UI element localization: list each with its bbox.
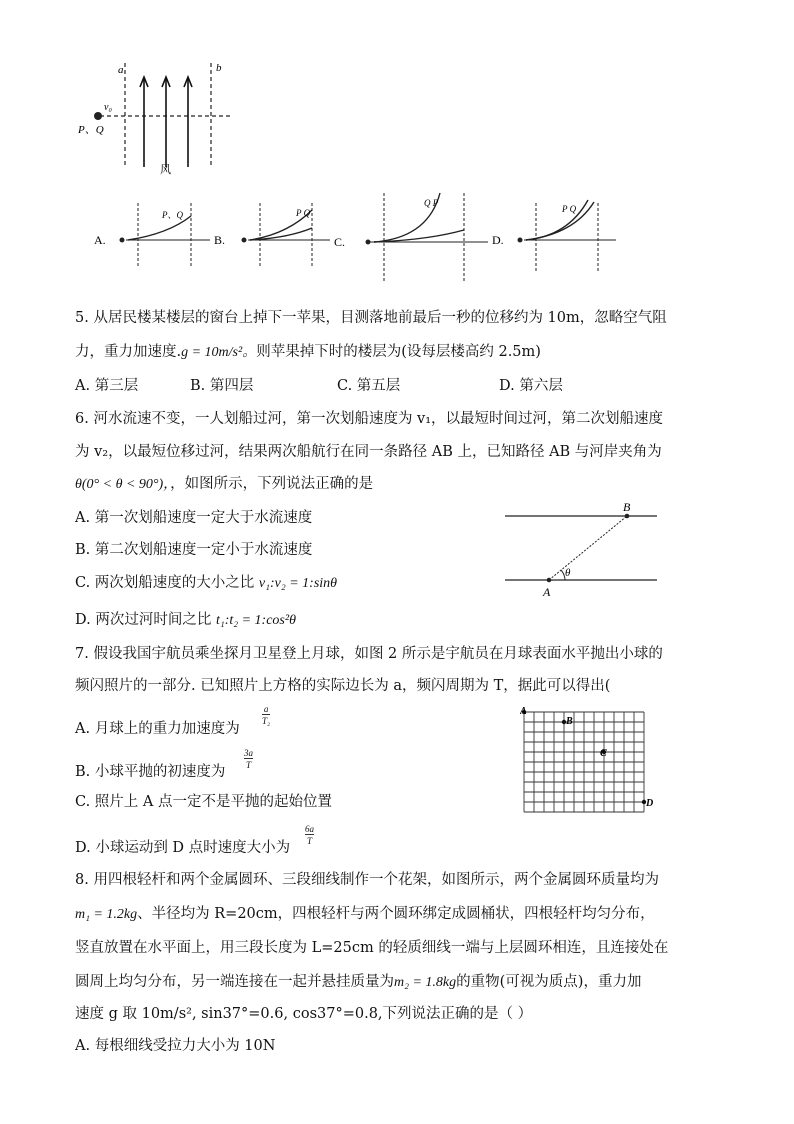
q8-stem-line2-text: 、半径均为 R=20cm，四根轻杆与两个圆环绑定成圆桶状，四根轻杆均匀分布， — [137, 906, 655, 922]
q8-stem-line5: 速度 g 取 10m/s², sin37°=0.6, cos37°=0.8,下列说法正确的是（ ） — [75, 1006, 533, 1022]
q6-stem-line3-text: ，如图所示，下列说法正确的是 — [170, 476, 374, 492]
q5-stem-line1: 5. 从居民楼某楼层的窗台上掉下一苹果，目测落地前最后一秒的位移约为 10m，忽略空气阻 — [75, 310, 667, 326]
q7-option-b-numerator: 3a — [244, 748, 253, 758]
q6-option-d-formula: t₁:t₂ = 1:cos²θ — [215, 613, 296, 628]
q7-option-b-denominator: T — [245, 760, 251, 770]
q7-option-d — [75, 838, 290, 858]
q7-option-d-denominator: T — [306, 836, 312, 846]
q6-stem-line1: 6. 河水流速不变，一人划船过河，第一次划船速度为 v₁，以最短时间过河，第二次划船速度 — [75, 411, 664, 427]
q5-option-b: B. 第四层 — [190, 378, 254, 394]
q7-point-a: A — [520, 706, 527, 717]
q4-option-d-curves: P Q — [562, 204, 577, 214]
q4-label-a: a — [118, 64, 124, 76]
q7-option-d-fraction — [305, 824, 314, 846]
q7-option-d-numerator: 6a — [305, 824, 314, 834]
q7-point-b: B — [566, 716, 573, 727]
q7-option-b — [75, 762, 225, 782]
q8-stem-line1: 8. 用四根轻杆和两个金属圆环、三段细线制作一个花架，如图所示，两个金属圆环质量均为 — [75, 872, 659, 888]
q8-stem-line2 — [75, 904, 655, 925]
q4-label-pq: P、Q — [78, 124, 104, 136]
q4-option-b-curves: P Q — [296, 208, 311, 218]
q8-option-a: A. 每根细线受拉力大小为 10N — [75, 1038, 276, 1054]
q8-stem-line4-tail: 的重物(可视为质点)，重力加 — [456, 974, 642, 990]
q4-label-v0: v₀ — [104, 102, 112, 113]
q7-option-d-text: D. 小球运动到 D 点时速度大小为 — [75, 840, 291, 856]
q6-option-d-text: D. 两次过河时间之比 — [75, 612, 212, 628]
q6-angle-range-formula: θ(0° < θ < 90°)， — [75, 477, 171, 492]
q5-stem-line2 — [75, 342, 541, 363]
q7-point-d: D — [646, 798, 654, 809]
q4-label-wind: 风 — [160, 164, 171, 176]
q7-option-b-fraction — [244, 748, 253, 770]
q4-option-b-letter: B. — [214, 233, 226, 247]
q5-stem-line2-text: 力，重力加速度. — [75, 344, 182, 360]
q6-label-b: B — [623, 500, 631, 514]
q6-option-c-formula: v₁:v₂ = 1:sinθ — [258, 576, 338, 591]
q7-point-c: C — [600, 748, 607, 759]
q6-stem-line3 — [75, 474, 373, 495]
q6-river-figure — [505, 500, 665, 600]
q4-option-c-letter: C. — [334, 235, 346, 249]
q5-option-a: A. 第三层 — [75, 378, 139, 394]
q6-stem-line2: 为 v₂，以最短位移过河，结果两次船航行在同一条路径 AB 上，已知路径 AB 与河岸夹角为 — [75, 444, 662, 460]
q5-option-d: D. 第六层 — [499, 378, 563, 394]
q4-label-b: b — [216, 62, 222, 74]
q7-option-a-text: A. 月球上的重力加速度为 — [75, 721, 240, 737]
q8-mass2-formula: m₂ = 1.8kg — [394, 975, 457, 990]
q8-stem-line4-text: 圆周上均匀分布，另一端连接在一起并悬挂质量为 — [75, 974, 394, 990]
q7-stem-line1: 7. 假设我国宇航员乘坐探月卫星登上月球，如图 2 所示是宇航员在月球表面水平抛出小球的 — [75, 646, 663, 662]
q5-stem-line2-tail: 则苹果掉下时的楼层为(设每层楼高约 2.5m) — [256, 344, 541, 360]
q6-option-c-text: C. 两次划船速度的大小之比 — [75, 575, 255, 591]
q7-option-a-denominator: T₂ — [262, 716, 271, 726]
q4-option-a-curves: P、Q — [162, 210, 183, 220]
q6-option-d — [75, 610, 296, 631]
q7-stem-line2: 频闪照片的一部分. 已知照片上方格的实际边长为 a，频闪周期为 T，据此可以得出( — [75, 678, 611, 694]
q6-label-a: A — [543, 585, 551, 599]
q4-option-c-curves: Q P — [424, 198, 439, 208]
q6-option-a: A. 第一次划船速度一定大于水流速度 — [75, 510, 313, 526]
q7-option-a — [75, 719, 240, 739]
q4-option-a-letter: A. — [94, 233, 106, 247]
q7-option-c: C. 照片上 A 点一定不是平抛的起始位置 — [75, 794, 332, 810]
q4-options-figure — [88, 188, 628, 288]
q4-option-d-letter: D. — [492, 233, 504, 247]
q8-mass1-formula: m₁ = 1.2kg — [75, 907, 138, 922]
q7-option-b-text: B. 小球平抛的初速度为 — [75, 764, 226, 780]
q5-gravity-formula: g = 10m/s²。 — [181, 345, 257, 360]
q6-label-theta: θ — [565, 567, 571, 579]
q7-option-a-numerator: a — [263, 704, 269, 714]
q7-option-a-fraction — [262, 704, 270, 726]
q7-strobe-grid-figure — [520, 706, 660, 816]
q6-option-c — [75, 573, 337, 594]
q4-main-figure — [78, 55, 238, 180]
q8-stem-line3: 竖直放置在水平面上，用三段长度为 L=25cm 的轻质细线一端与上层圆环相连，且连接处在 — [75, 940, 669, 956]
q8-stem-line4 — [75, 972, 641, 993]
q6-option-b: B. 第二次划船速度一定小于水流速度 — [75, 542, 313, 558]
q5-option-c: C. 第五层 — [337, 378, 401, 394]
